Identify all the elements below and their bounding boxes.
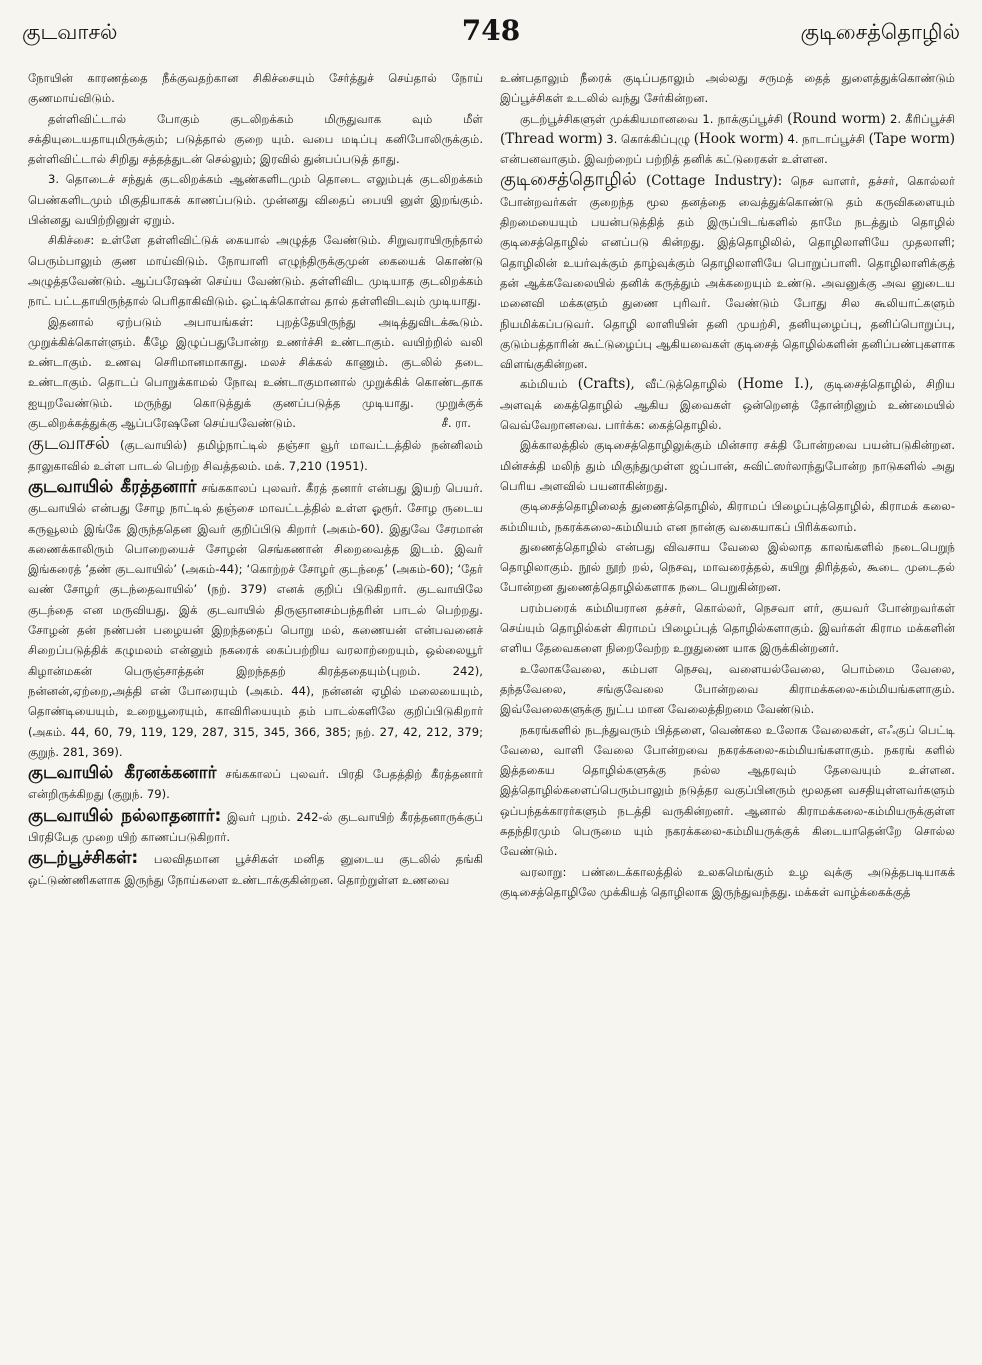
entry-headword: குடவாயில் கீரனக்கனார் <box>28 763 217 784</box>
paragraph-text: கம்மியம் <box>520 377 578 392</box>
paragraph-text: என்பனவாகும். இவற்றைப் பற்றித் தனிக் கட்டுரைகள் உள்ளன. <box>500 152 828 167</box>
paragraph-text: குடிசைத்தொழில், சிறிய அளவுக் கைத்தொழில் ஆகிய இவைகள் ஒன்றெனத் தோன்றினும் உண்மையில் வெவ்வேறானவை. பார்க்க: கைத்தொழில். <box>500 377 955 433</box>
entry-headword: குடவாயில் நல்லாதனார்: <box>28 805 222 826</box>
page-number: 748 <box>461 14 521 47</box>
paragraph: பரம்பரைக் கம்மியரான தச்சர், கொல்லர், நெசவா ளர், குயவர் போன்றவர்கள் செய்யும் தொழில்கள் கிராமப் பிழைப்புத் தொழில்களாகும். இவர்கள் கிராம மக்களின் எளிய தேவைகளை நிறைவேற்ற உறுதுணை யாக இருக்கின்றனர். <box>500 600 955 656</box>
header-right-guide-word: குடிசைத்தொழில் <box>800 20 960 44</box>
english-term: (Thread worm) <box>500 130 603 147</box>
paragraph: நகரங்களில் நடந்துவரும் பித்தளை, வெண்கல உலோக வேலைகள், எஃகுப் பெட்டி வேலை, வாளி வேலை போன்றவை நகரக்கலை-கம்மியங்களாகும். நகரங் களில் இத்தகைய தொழில்களுக்கு நல்ல ஆதரவும் தேவையும் உள்ளன. இத்தொழில்களைப்பெரும்பாலும் நடுத்தர வகுப்பினரும் மூலதன வசதியுள்ளவர்களும் ஒப்பந்தக்காரர்களும் நடத்தி வருகின்றனர். ஆனால் கிராமக்கலை-கம்மியருக்குள்ள சுதந்திரமும் பெருமை யும் நகரக்கலை-கம்மியருக்குக் கிடையாதென்றே சொல்ல வேண்டும். <box>500 722 955 859</box>
entry-kudavasal <box>28 433 483 476</box>
entry-text: பலவிதமான பூச்சிகள் மனித னுடைய குடலில் தங்கி ஒட்டுண்ணிகளாக இருந்து நோய்களை உண்டாக்குகின்றன. தொற்றுள்ள உணவை <box>28 852 483 887</box>
paragraph <box>500 374 955 435</box>
entry-text: சங்ககாலப் புலவர். பிரதி பேதத்திற் கீரத்தனார் என்றிருக்கிறது (குறுந். 79). <box>28 767 483 802</box>
entry-headword: குடவாயில் கீரத்தனார் <box>28 476 197 497</box>
english-term: (Hook worm) <box>693 130 784 147</box>
paragraph: 3. தொடைச் சந்துக் குடலிறக்கம் ஆண்களிடமும் தொடை எலும்புக் குடலிறக்கம் பெண்களிடமும் மிகுதியாகக் காணப்படும். முன்னது விதைப் பையி னுள் இறங்கும். பின்னது வயிற்றினுள் ஏறும். <box>28 172 483 228</box>
paragraph: குடிசைத்தொழிலைத் துணைத்தொழில், கிராமப் பிழைப்புத்தொழில், கிராமக் கலை-கம்மியம், நகரக்கலை-கம்மியம் என நான்கு வகையாகப் பிரிக்கலாம். <box>500 499 955 534</box>
paragraph: நோயின் காரணத்தை நீக்குவதற்கான சிகிச்சையும் சேர்த்துச் செய்தால் நோய் குணமாய்விடும். <box>28 71 483 106</box>
entry-headword: குடிசைத்தொழில் <box>500 169 637 191</box>
entry-text: நெச வாளர், தச்சர், கொல்லர் போன்றவர்கள் குறைந்த மூல தனத்தை வைத்துக்கொண்டு தம் கருவிகளையும் திறமையையும் பயன்படுத்தித் தம் இருப்பிடங்களில் தாமே நடத்தும் தொழில் குடிசைத்தொழில் எனப்படு கின்றது. இத்தொழிலில், தொழிலாளியே முதலாளி; தொழிலின் உயர்வுக்கும் தாழ்வுக்கும் தொழிலாளியே பொறுப்பாளி. தொழிலாளிக்குத் தன் ஆக்கவேலையில் தனிக் கருத்தும் அக்கறையும் உண்டு. அவனுக்கு அவ னுடைய மனைவி மக்களும் துணை புரிவர். வேண்டும் போது சில கூலியாட்களும் நியமிக்கப்படுவர். தொழி லாளியின் தனி முயற்சி, தனியுழைப்பு, தனிப்பொறுப்பு, குடும்பத்தாரின் கூட்டுழைப்பு ஆகியவைகள் குடிசைத் தொழில்களின் தனிப்பண்புகளாக விளங்குகின்றன. <box>500 174 955 372</box>
entry-kudavayil-keeranakkanar <box>28 762 483 805</box>
paragraph: சிகிச்சை: உள்ளே தள்ளிவிட்டுக் கையால் அழுத்த வேண்டும். சிறுவராயிருந்தால் பெரும்பாலும் குண மாய்விடும். நோயாளி எழுந்திருக்குமுன் கையைக் கொண்டு அழுத்தவேண்டும். ஆப்பரேஷன் செய்ய வேண்டும். தள்ளிவிட முடியாத குடலிறக்கம் நாட் பட்டதாயிருந்தால் பெரிதாகிவிடும். ஒட்டிக்கொள்வ தால் தள்ளிவிடவும் முடியாது. <box>28 233 483 309</box>
english-term: (Cottage Industry): <box>636 173 783 190</box>
entry-text: (குடவாயில்) தமிழ்நாட்டில் தஞ்சா வூர் மாவட்டத்தில் நன்னிலம் தாலுகாவில் உள்ள பாடல் பெற்ற சிவத்தலம். மக். 7,210 (1951). <box>28 438 483 473</box>
header-left-guide-word: குடவாசல் <box>22 20 118 44</box>
paragraph-text: வீட்டுத்தொழில் <box>634 377 738 392</box>
entry-kudisaithozhil <box>500 169 955 374</box>
left-column <box>28 68 483 1358</box>
entry-kudavayil-keerathanar <box>28 476 483 762</box>
author-signature: சீ. ரா. <box>441 416 471 431</box>
paragraph-text: குடற்பூச்சிகளுள் முக்கியமானவை 1. நாக்குப்பூச்சி <box>520 111 788 126</box>
english-term: (Crafts), <box>577 376 635 393</box>
paragraph: வரலாறு: பண்டைக்காலத்தில் உலகமெங்கும் உழ வுக்கு அடுத்தபடியாகக் குடிசைத்தொழிலே முக்கியத் தொழிலாக இருந்துவந்தது. மக்கள் வாழ்க்கைக்குத் <box>500 864 955 899</box>
entry-headword: குடவாசல் <box>28 433 110 455</box>
paragraph: உண்பதாலும் நீரைக் குடிப்பதாலும் அல்லது சருமத் தைத் துளைத்துக்கொண்டும் இப்பூச்சிகள் உடலில் வந்து சேர்கின்றன. <box>500 71 955 106</box>
paragraph: துணைத்தொழில் என்பது விவசாய வேலை இல்லாத காலங்களில் நடைபெறுந் தொழிலாகும். நூல் நூற் றல், நெசவு, மாவரைத்தல், கயிறு திரித்தல், கூடை முடைதல் போன்றன துணைத்தொழில்களாக நடை பெறுகின்றன. <box>500 539 955 595</box>
paragraph-text: 2. கீரிப்பூச்சி <box>885 111 955 126</box>
paragraph-text: 4. நாடாப்பூச்சி <box>783 131 869 146</box>
paragraph: இக்காலத்தில் குடிசைத்தொழிலுக்கும் மின்சார சக்தி போன்றவை பயன்படுகின்றன. மின்சக்தி மலிந் தும் மிகுந்துமுள்ள ஜப்பான், சுவிட்ஸர்லாந்துபோன்ற நாடுகளில் அது பெரிய அளவில் பயனாகின்றது. <box>500 438 955 493</box>
paragraph <box>500 109 955 170</box>
entry-kudavayil-nallathanar <box>28 805 483 848</box>
paragraph: தள்ளிவிட்டால் போகும் குடலிறக்கம் மிருதுவாக வும் மீள் சக்தியுடையதாயுமிருக்கும்; படுத்தால் குறை யும். வபை மடிப்பு கனிபோலிருக்கும். தள்ளிவிட்டால் சிறிது சத்தத்துடன் செல்லும்; இரவில் துன்பப்படுத் தாது. <box>28 111 483 167</box>
entry-headword: குடற்பூச்சிகள்: <box>28 848 139 869</box>
paragraph: உலோகவேலை, கம்பள நெசவு, வளையல்வேலை, பொம்மை வேலை, தந்தவேலை, சங்குவேலை போன்றவை கிராமக்கலை-கம்மியங்களாகும். இவ்வேலைகளுக்கு நுட்ப மான வேலைத்திறமை வேண்டும். <box>500 661 955 717</box>
page-header <box>22 16 960 58</box>
english-term: (Round worm) <box>787 110 886 127</box>
english-term: (Home I.), <box>737 376 814 393</box>
paragraph-text: இதனால் ஏற்படும் அபாயங்கள்: புறத்தேயிருந்து அடித்துவிடக்கூடும். முறுக்கிக்கொள்ளும். கீழே இழுப்பதுபோன்ற உணர்ச்சி உண்டாகும். வயிற்றில் வலி உண்டாகும். உணவு செரிமானமாகாது. மலச் சிக்கல் காணும். குடலில் தடை உண்டாகும். தொடப் பொறுக்காமல் நோவு உண்டாகுமானால் முறுக்கிக் கொண்டதாக ஐயுறவேண்டும். மருந்து கொடுத்துக் குணப்படுத்த முடியாது. முறுக்குக் குடலிறக்கத்துக்கு ஆப்பரேஷனே செய்யவேண்டும். <box>28 314 483 431</box>
paragraph <box>28 312 483 434</box>
paragraph-text: 3. கொக்கிப்புழு <box>602 131 694 146</box>
entry-text: சங்ககாலப் புலவர். கீரத் தனார் என்பது இயற் பெயர். குடவாயில் என்பது சோழ நாட்டில் தஞ்சை மாவட்டத்தில் உள்ள ஓரூர். சோழ ருடைய கருவூலம் இங்கே இருந்ததென இவர் குறிப்பிடு கிறார் (அகம்-60). இதுவே சேரமான் கணைக்காலிரும் பொறையைச் சோழன் செங்கணான் சிறைவைத்த இடம். இவர் இங்கரைத் ‘தண் குடவாயில்’ (அகம்-44); ‘கொற்றச் சோழர் குடந்தை’ (அகம்-60); ‘தேர் வண் சோழர் குடந்தைவாயில்’ (நற். 379) எனக் குறிப் பிடுகிறார். குடவாயிலே குடந்தை என மருவியது. இக் குடவாயில் திருஞானசம்பந்தரின் பாடல் பெற்றது. சோழன் தன் நண்பன் பழையன் இறந்ததைப் பொறு மல், கணையன் என்பவனைச் சிறைப்படுத்திக் கழுமலம் என்னும் நகரைக் கைப்பற்றிய வரலாற்றையும், ஒல்லையூர் கிழான்மகன் பெருஞ்சாத்தன் இறந்ததற் கிரத்ததையும்(புறம். 242), நன்னன்,ஏற்றை,அத்தி என் போரையும் (அகம். 44), நன்னன் ஏழில் மலையையும், தொண்டியையும், உறையூரையும், காவிரியையும் தம் பாடல்களிலே குறிப்பிடுகிறார் (அகம். 44, 60, 79, 119, 129, 287, 315, 345, 366, 385; நற். 27, 42, 212, 379; குறுந். 281, 369). <box>28 480 483 759</box>
entry-text: இவர் புறம். 242-ல் குடவாயிற் கீரத்தனாருக்குப் பிரதிபேத முறை யிற் காணப்படுகிறார். <box>28 809 483 844</box>
english-term: (Tape worm) <box>868 130 955 147</box>
entry-kudarpoochigal <box>28 847 483 890</box>
right-column <box>500 68 955 1358</box>
